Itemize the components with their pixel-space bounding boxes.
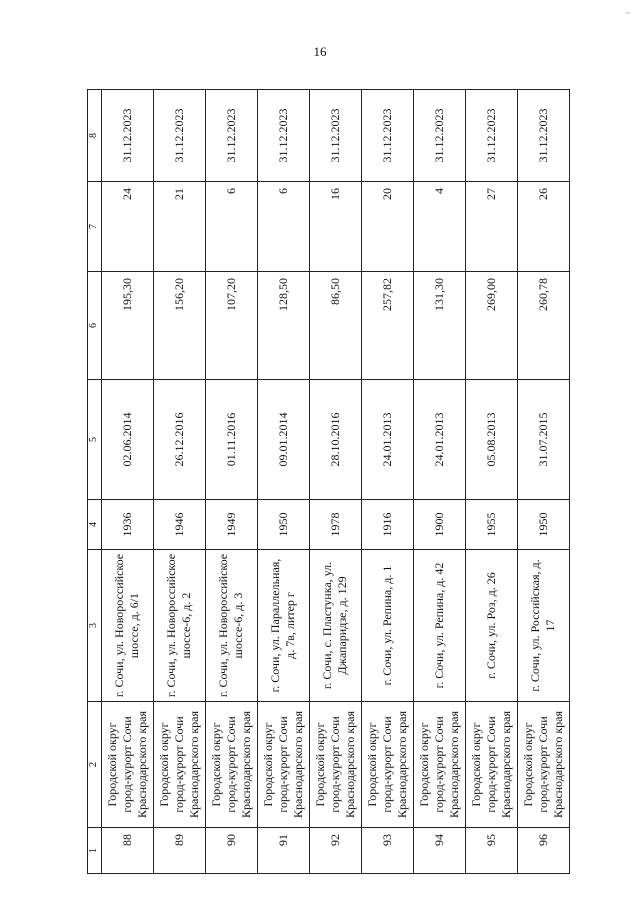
date-cell: 31.07.2015 [517, 380, 569, 500]
deadline-cell: 31.12.2023 [517, 90, 569, 182]
area-cell: 107,20 [205, 272, 257, 380]
data-table [87, 89, 570, 874]
row-number: 96 [517, 828, 569, 874]
year-cell: 1900 [413, 500, 465, 550]
date-cell: 01.11.2016 [205, 380, 257, 500]
row-number: 90 [205, 828, 257, 874]
address-cell: г. Сочи, ул. Новороссийское шоссе-6, д. 2 [153, 550, 205, 702]
area-cell: 128,50 [257, 272, 309, 380]
date-cell: 02.06.2014 [101, 380, 153, 500]
address-cell: г. Сочи, ул. Репина, д. 42 [413, 550, 465, 702]
count-cell: 6 [257, 182, 309, 272]
col-header: 1 [88, 828, 102, 874]
owner-cell: Городской округ город-курорт Сочи Краснодарского края [257, 702, 309, 828]
address-cell: г. Сочи, ул. Российская, д. 17 [517, 550, 569, 702]
area-cell: 156,20 [153, 272, 205, 380]
address-cell: г. Сочи, ул. Роз, д. 26 [465, 550, 517, 702]
area-cell: 195,30 [101, 272, 153, 380]
owner-cell: Городской округ город-курорт Сочи Краснодарского края [517, 702, 569, 828]
year-cell: 1949 [205, 500, 257, 550]
owner-cell: Городской округ город-курорт Сочи Краснодарского края [153, 702, 205, 828]
year-cell: 1955 [465, 500, 517, 550]
table-row [361, 90, 413, 874]
table-row [517, 90, 569, 874]
count-cell: 4 [413, 182, 465, 272]
year-cell: 1946 [153, 500, 205, 550]
row-number: 89 [153, 828, 205, 874]
count-cell: 21 [153, 182, 205, 272]
owner-cell: Городской округ город-курорт Сочи Краснодарского края [101, 702, 153, 828]
table-row [413, 90, 465, 874]
row-number: 88 [101, 828, 153, 874]
count-cell: 16 [309, 182, 361, 272]
date-cell: 09.01.2014 [257, 380, 309, 500]
count-cell: 24 [101, 182, 153, 272]
row-number: 91 [257, 828, 309, 874]
deadline-cell: 31.12.2023 [257, 90, 309, 182]
count-cell: 20 [361, 182, 413, 272]
deadline-cell: 31.12.2023 [205, 90, 257, 182]
table-row [153, 90, 205, 874]
area-cell: 257,82 [361, 272, 413, 380]
date-cell: 05.08.2013 [465, 380, 517, 500]
deadline-cell: 31.12.2023 [413, 90, 465, 182]
address-cell: г. Сочи, ул. Параллельная, д. 7в, литер г [257, 550, 309, 702]
corner-mark: ~ [625, 8, 630, 18]
address-cell: г. Сочи, с. Пластунка, ул. Джапаридзе, д. 129 [309, 550, 361, 702]
table-row [101, 90, 153, 874]
year-cell: 1916 [361, 500, 413, 550]
table-container [87, 90, 564, 874]
col-header: 4 [88, 500, 102, 550]
year-cell: 1978 [309, 500, 361, 550]
date-cell: 28.10.2016 [309, 380, 361, 500]
area-cell: 131,30 [413, 272, 465, 380]
year-cell: 1950 [257, 500, 309, 550]
owner-cell: Городской округ город-курорт Сочи Краснодарского края [205, 702, 257, 828]
deadline-cell: 31.12.2023 [309, 90, 361, 182]
date-cell: 24.01.2013 [413, 380, 465, 500]
year-cell: 1936 [101, 500, 153, 550]
col-header: 2 [88, 702, 102, 828]
row-number: 95 [465, 828, 517, 874]
table-row [465, 90, 517, 874]
col-header: 5 [88, 380, 102, 500]
deadline-cell: 31.12.2023 [101, 90, 153, 182]
table-row [205, 90, 257, 874]
area-cell: 86,50 [309, 272, 361, 380]
area-cell: 269,00 [465, 272, 517, 380]
owner-cell: Городской округ город-курорт Сочи Краснодарского края [413, 702, 465, 828]
deadline-cell: 31.12.2023 [465, 90, 517, 182]
address-cell: г. Сочи, ул. Репина, д. 1 [361, 550, 413, 702]
row-number: 93 [361, 828, 413, 874]
owner-cell: Городской округ город-курорт Сочи Краснодарского края [309, 702, 361, 828]
count-cell: 6 [205, 182, 257, 272]
page-number: 16 [313, 44, 327, 59]
col-header: 7 [88, 182, 102, 272]
deadline-cell: 31.12.2023 [153, 90, 205, 182]
address-cell: г. Сочи, ул. Новороссийское шоссе, д. 6/1 [101, 550, 153, 702]
area-cell: 260,78 [517, 272, 569, 380]
year-cell: 1950 [517, 500, 569, 550]
table-row [309, 90, 361, 874]
row-number: 92 [309, 828, 361, 874]
owner-cell: Городской округ город-курорт Сочи Краснодарского края [361, 702, 413, 828]
owner-cell: Городской округ город-курорт Сочи Краснодарского края [465, 702, 517, 828]
date-cell: 24.01.2013 [361, 380, 413, 500]
address-cell: г. Сочи, ул. Новороссийское шоссе-6, д. 3 [205, 550, 257, 702]
col-header: 3 [88, 550, 102, 702]
header-row [88, 90, 102, 874]
deadline-cell: 31.12.2023 [361, 90, 413, 182]
count-cell: 27 [465, 182, 517, 272]
row-number: 94 [413, 828, 465, 874]
table-row [257, 90, 309, 874]
col-header: 6 [88, 272, 102, 380]
count-cell: 26 [517, 182, 569, 272]
date-cell: 26.12.2016 [153, 380, 205, 500]
col-header: 8 [88, 90, 102, 182]
